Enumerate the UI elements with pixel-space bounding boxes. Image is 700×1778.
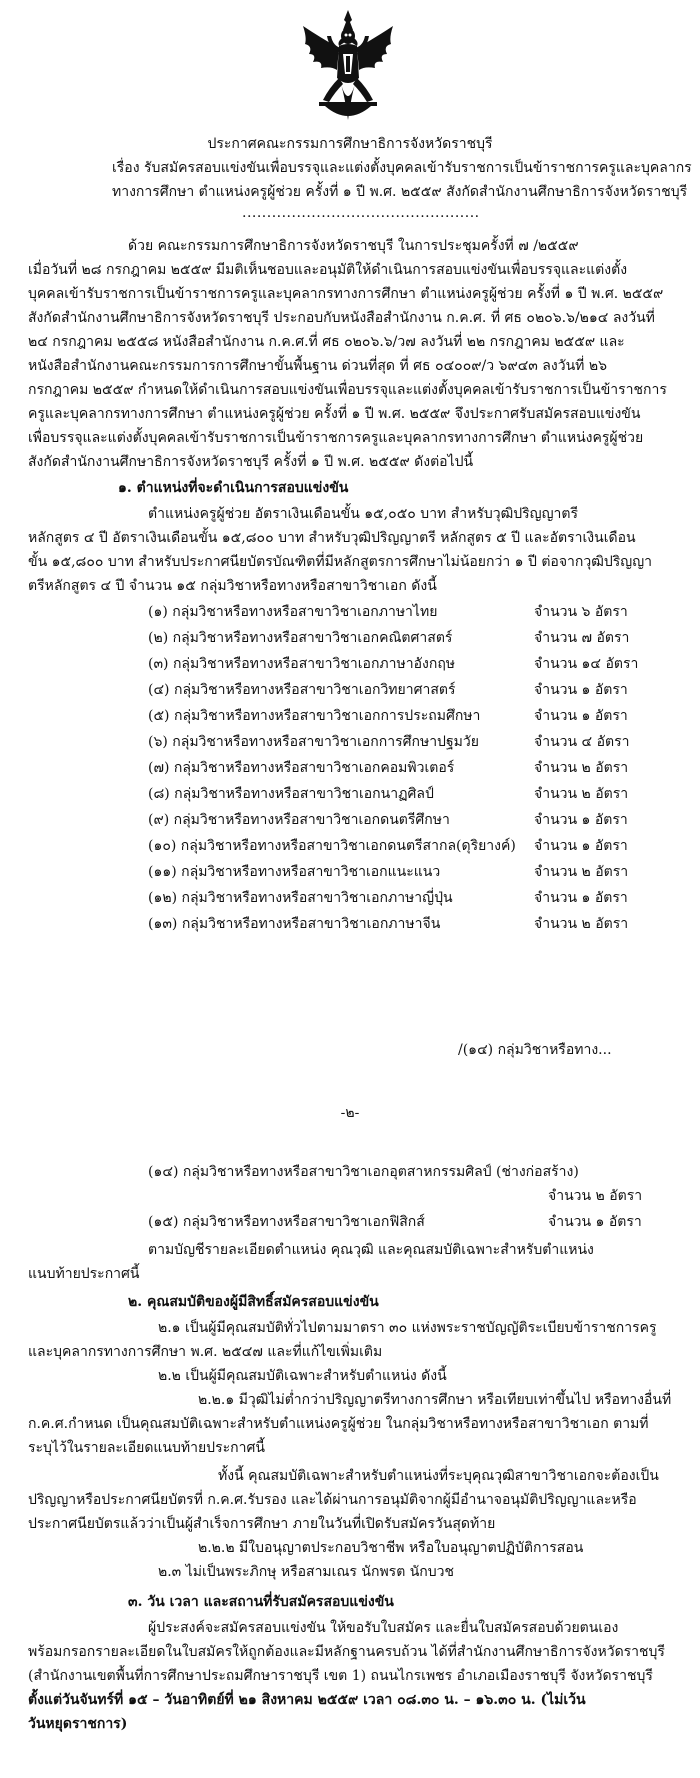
intro-line-8: ครูและบุคลากรทางการศึกษา ตำแหน่งครูผู้ช่วย ครั้งที่ ๑ ปี พ.ศ. ๒๕๕๙ จึงประกาศรับสมัครสอบแข่งขัน	[28, 406, 641, 422]
section-2-2: ๒.๒ เป็นผู้มีคุณสมบัติเฉพาะสำหรับตำแหน่ง ดังนี้	[158, 1368, 447, 1384]
garuda-emblem-icon	[299, 8, 397, 128]
subject-item-count: จำนวน ๗ อัตรา	[534, 630, 630, 646]
intro-line-4: สังกัดสำนักงานศึกษาธิการจังหวัดราชบุรี ประกอบกับหนังสือสำนักงาน ก.ค.ศ. ที่ ศธ ๐๒๐๖.๖/๒๑๔ ลงวันที่	[28, 310, 655, 326]
qualification-note-line-3: ประกาศนียบัตรแล้วว่าเป็นผู้สำเร็จการศึกษา ภายในวันที่เปิดรับสมัครวันสุดท้าย	[28, 1516, 496, 1532]
section-1-heading: ๑. ตำแหน่งที่จะดำเนินการสอบแข่งขัน	[118, 480, 349, 496]
section-3-line-2: พร้อมกรอกรายละเอียดในใบสมัครให้ถูกต้องและมีหลักฐานครบถ้วน ได้ที่สำนักงานศึกษาธิการจังหวัดราชบุรี	[28, 1644, 665, 1660]
section-2-heading: ๒. คุณสมบัติของผู้มีสิทธิ์สมัครสอบแข่งขัน	[128, 1294, 379, 1310]
subject-line-1: เรื่อง รับสมัครสอบแข่งขันเพื่อบรรจุและแต่งตั้งบุคคลเข้ารับราชการเป็นข้าราชการครูและบุคลากร	[112, 160, 692, 176]
subject-15-count: จำนวน ๑ อัตรา	[548, 1214, 642, 1230]
section-1-line-4: ตรีหลักสูตร ๔ ปี จำนวน ๑๕ กลุ่มวิชาหรือทางหรือสาขาวิชาเอก ดังนี้	[28, 578, 437, 594]
subject-item-count: จำนวน ๖ อัตรา	[534, 604, 628, 620]
annex-line-1: ตามบัญชีรายละเอียดตำแหน่ง คุณวุฒิ และคุณสมบัติเฉพาะสำหรับตำแหน่ง	[148, 1242, 594, 1258]
subject-item-count: จำนวน ๑ อัตรา	[534, 682, 628, 698]
intro-line-3: บุคคลเข้ารับราชการเป็นข้าราชการครูและบุคลากรทางการศึกษา ตำแหน่งครูผู้ช่วย ครั้งที่ ๑ ปี พ.ศ. ๒๕๕๙	[28, 286, 664, 302]
section-3-line-1: ผู้ประสงค์จะสมัครสอบแข่งขัน ให้ขอรับใบสมัคร และยื่นใบสมัครสอบด้วยตนเอง	[148, 1620, 619, 1636]
subject-line-2: ทางการศึกษา ตำแหน่งครูผู้ช่วย ครั้งที่ ๑ ปี พ.ศ. ๒๕๕๙ สังกัดสำนักงานศึกษาธิการจังหวัดราชบุรี	[112, 184, 688, 200]
section-2-2-1-line-1: ๒.๒.๑ มีวุฒิไม่ต่ำกว่าปริญญาตรีทางการศึกษา หรือเทียบเท่าขึ้นไป หรือทางอื่นที่	[198, 1392, 672, 1408]
annex-line-2: แนบท้ายประกาศนี้	[28, 1266, 140, 1282]
section-2-1-line-2: และบุคลากรทางการศึกษา พ.ศ. ๒๕๔๗ และที่แก้ไขเพิ่มเติม	[28, 1344, 383, 1360]
section-1-line-2: หลักสูตร ๔ ปี อัตราเงินเดือนขั้น ๑๕,๘๐๐ บาท สำหรับวุฒิปริญญาตรี หลักสูตร ๕ ปี และอัตราเงินเดือน	[28, 530, 636, 546]
intro-line-5: ๒๔ กรกฎาคม ๒๕๕๘ หนังสือสำนักงาน ก.ค.ศ.ที่ ศธ ๐๒๐๖.๖/ว๗ ลงวันที่ ๒๒ กรกฎาคม ๒๕๕๙ และ	[28, 334, 625, 350]
subject-item-name: (๒) กลุ่มวิชาหรือทางหรือสาขาวิชาเอกคณิตศาสตร์	[148, 630, 453, 646]
subject-item-name: (๑๑) กลุ่มวิชาหรือทางหรือสาขาวิชาเอกแนะแนว	[148, 864, 441, 880]
intro-line-6: หนังสือสำนักงานคณะกรรมการการศึกษาขั้นพื้นฐาน ด่วนที่สุด ที่ ศธ ๐๔๐๐๙/ว ๖๙๔๓ ลงวันที่ ๒๖	[28, 358, 607, 374]
subject-14-count: จำนวน ๒ อัตรา	[548, 1188, 643, 1204]
subject-15-name: (๑๕) กลุ่มวิชาหรือทางหรือสาขาวิชาเอกฟิสิกส์	[148, 1214, 425, 1230]
subject-item-count: จำนวน ๒ อัตรา	[534, 916, 629, 932]
subject-item-name: (๘) กลุ่มวิชาหรือทางหรือสาขาวิชาเอกนาฏศิลป์	[148, 786, 434, 802]
continuation-note: /(๑๔) กลุ่มวิชาหรือทาง...	[458, 1042, 612, 1058]
subject-item-name: (๖) กลุ่มวิชาหรือทางหรือสาขาวิชาเอกการศึกษาปฐมวัย	[148, 734, 479, 750]
subject-item-name: (๑๓) กลุ่มวิชาหรือทางหรือสาขาวิชาเอกภาษาจีน	[148, 916, 441, 932]
subject-item-name: (๗) กลุ่มวิชาหรือทางหรือสาขาวิชาเอกคอมพิวเตอร์	[148, 760, 455, 776]
section-3-line-3: (สำนักงานเขตพื้นที่การศึกษาประถมศึกษาราชบุรี เขต 1) ถนนไกรเพชร อำเภอเมืองราชบุรี จังหวัดราชบุรี	[28, 1668, 653, 1684]
subject-item-name: (๑๒) กลุ่มวิชาหรือทางหรือสาขาวิชาเอกภาษาญี่ปุ่น	[148, 890, 453, 906]
separator-dots: ................................................	[242, 205, 480, 221]
subject-item-count: จำนวน ๒ อัตรา	[534, 864, 629, 880]
subject-item-count: จำนวน ๒ อัตรา	[534, 760, 629, 776]
subject-item-name: (๑) กลุ่มวิชาหรือทางหรือสาขาวิชาเอกภาษาไทย	[148, 604, 438, 620]
section-3-line-5: วันหยุดราชการ)	[28, 1716, 128, 1732]
intro-line-10: สังกัดสำนักงานศึกษาธิการจังหวัดราชบุรี ครั้งที่ ๑ ปี พ.ศ. ๒๕๕๙ ดังต่อไปนี้	[28, 454, 474, 470]
section-2-1-line-1: ๒.๑ เป็นผู้มีคุณสมบัติทั่วไปตามมาตรา ๓๐ แห่งพระราชบัญญัติระเบียบข้าราชการครู	[158, 1320, 657, 1336]
section-2-2-2: ๒.๒.๒ มีใบอนุญาตประกอบวิชาชีพ หรือใบอนุญาตปฏิบัติการสอน	[198, 1540, 584, 1556]
subject-item-count: จำนวน ๑๔ อัตรา	[534, 656, 639, 672]
intro-line-1: ด้วย คณะกรรมการศึกษาธิการจังหวัดราชบุรี ในการประชุมครั้งที่ ๗ /๒๕๕๙	[128, 238, 579, 254]
section-3-line-4: ตั้งแต่วันจันทร์ที่ ๑๕ – วันอาทิตย์ที่ ๒๑ สิงหาคม ๒๕๕๙ เวลา ๐๘.๓๐ น. – ๑๖.๓๐ น. (ไม่เว้น	[28, 1692, 586, 1708]
subject-item-name: (๔) กลุ่มวิชาหรือทางหรือสาขาวิชาเอกวิทยาศาสตร์	[148, 682, 456, 698]
page-number: -๒-	[340, 1105, 360, 1121]
subject-14-name: (๑๔) กลุ่มวิชาหรือทางหรือสาขาวิชาเอกอุตสาหกรรมศิลป์ (ช่างก่อสร้าง)	[148, 1164, 579, 1180]
announcement-title: ประกาศคณะกรรมการศึกษาธิการจังหวัดราชบุรี	[207, 136, 493, 152]
intro-line-7: กรกฎาคม ๒๕๕๙ กำหนดให้ดำเนินการสอบแข่งขันเพื่อบรรจุและแต่งตั้งบุคคลเข้ารับราชการเป็นข้าราชการ	[28, 382, 667, 398]
section-1-line-3: ขั้น ๑๕,๘๐๐ บาท สำหรับประกาศนียบัตรบัณฑิตที่มีหลักสูตรการศึกษาไม่น้อยกว่า ๑ ปี ต่อจากวุฒิปริญญา	[28, 554, 652, 570]
subject-item-count: จำนวน ๒ อัตรา	[534, 786, 629, 802]
subject-item-name: (๙) กลุ่มวิชาหรือทางหรือสาขาวิชาเอกดนตรีศึกษา	[148, 812, 450, 828]
subject-item-name: (๕) กลุ่มวิชาหรือทางหรือสาขาวิชาเอกการประถมศึกษา	[148, 708, 481, 724]
intro-line-2: เมื่อวันที่ ๒๘ กรกฎาคม ๒๕๕๙ มีมติเห็นชอบและอนุมัติให้ดำเนินการสอบแข่งขันเพื่อบรรจุและแต่งตั้ง	[28, 262, 628, 278]
section-2-2-1-line-3: ระบุไว้ในรายละเอียดแนบท้ายประกาศนี้	[28, 1440, 265, 1456]
section-1-line-1: ตำแหน่งครูผู้ช่วย อัตราเงินเดือนขั้น ๑๕,๐๕๐ บาท สำหรับวุฒิปริญญาตรี	[148, 506, 579, 522]
section-2-3: ๒.๓ ไม่เป็นพระภิกษุ หรือสามเณร นักพรต นักบวช	[158, 1564, 455, 1580]
section-3-heading: ๓. วัน เวลา และสถานที่รับสมัครสอบแข่งขัน	[128, 1594, 394, 1610]
intro-line-9: เพื่อบรรจุและแต่งตั้งบุคคลเข้ารับราชการเป็นข้าราชการครูและบุคลากรทางการศึกษา ตำแหน่งครูผู้ช่วย	[28, 430, 644, 446]
subject-item-count: จำนวน ๑ อัตรา	[534, 812, 628, 828]
page-2	[0, 1060, 700, 1778]
qualification-note-line-1: ทั้งนี้ คุณสมบัติเฉพาะสำหรับตำแหน่งที่ระบุคุณวุฒิสาขาวิชาเอกจะต้องเป็น	[218, 1468, 659, 1484]
qualification-note-line-2: ปริญญาหรือประกาศนียบัตรที่ ก.ค.ศ.รับรอง และได้ผ่านการอนุมัติจากผู้มีอำนาจอนุมัติปริญญาและหรือ	[28, 1492, 637, 1508]
subject-item-name: (๓) กลุ่มวิชาหรือทางหรือสาขาวิชาเอกภาษาอังกฤษ	[148, 656, 456, 672]
section-2-2-1-line-2: ก.ค.ศ.กำหนด เป็นคุณสมบัติเฉพาะสำหรับตำแหน่งครูผู้ช่วย ในกลุ่มวิชาหรือทางหรือสาขาวิชาเอก ตามที่	[28, 1416, 649, 1432]
subject-item-name: (๑๐) กลุ่มวิชาหรือทางหรือสาขาวิชาเอกดนตรีสากล(ดุริยางค์)	[148, 838, 516, 854]
subject-item-count: จำนวน ๔ อัตรา	[534, 734, 630, 750]
subject-item-count: จำนวน ๑ อัตรา	[534, 890, 628, 906]
subject-item-count: จำนวน ๑ อัตรา	[534, 838, 628, 854]
subject-item-count: จำนวน ๑ อัตรา	[534, 708, 628, 724]
